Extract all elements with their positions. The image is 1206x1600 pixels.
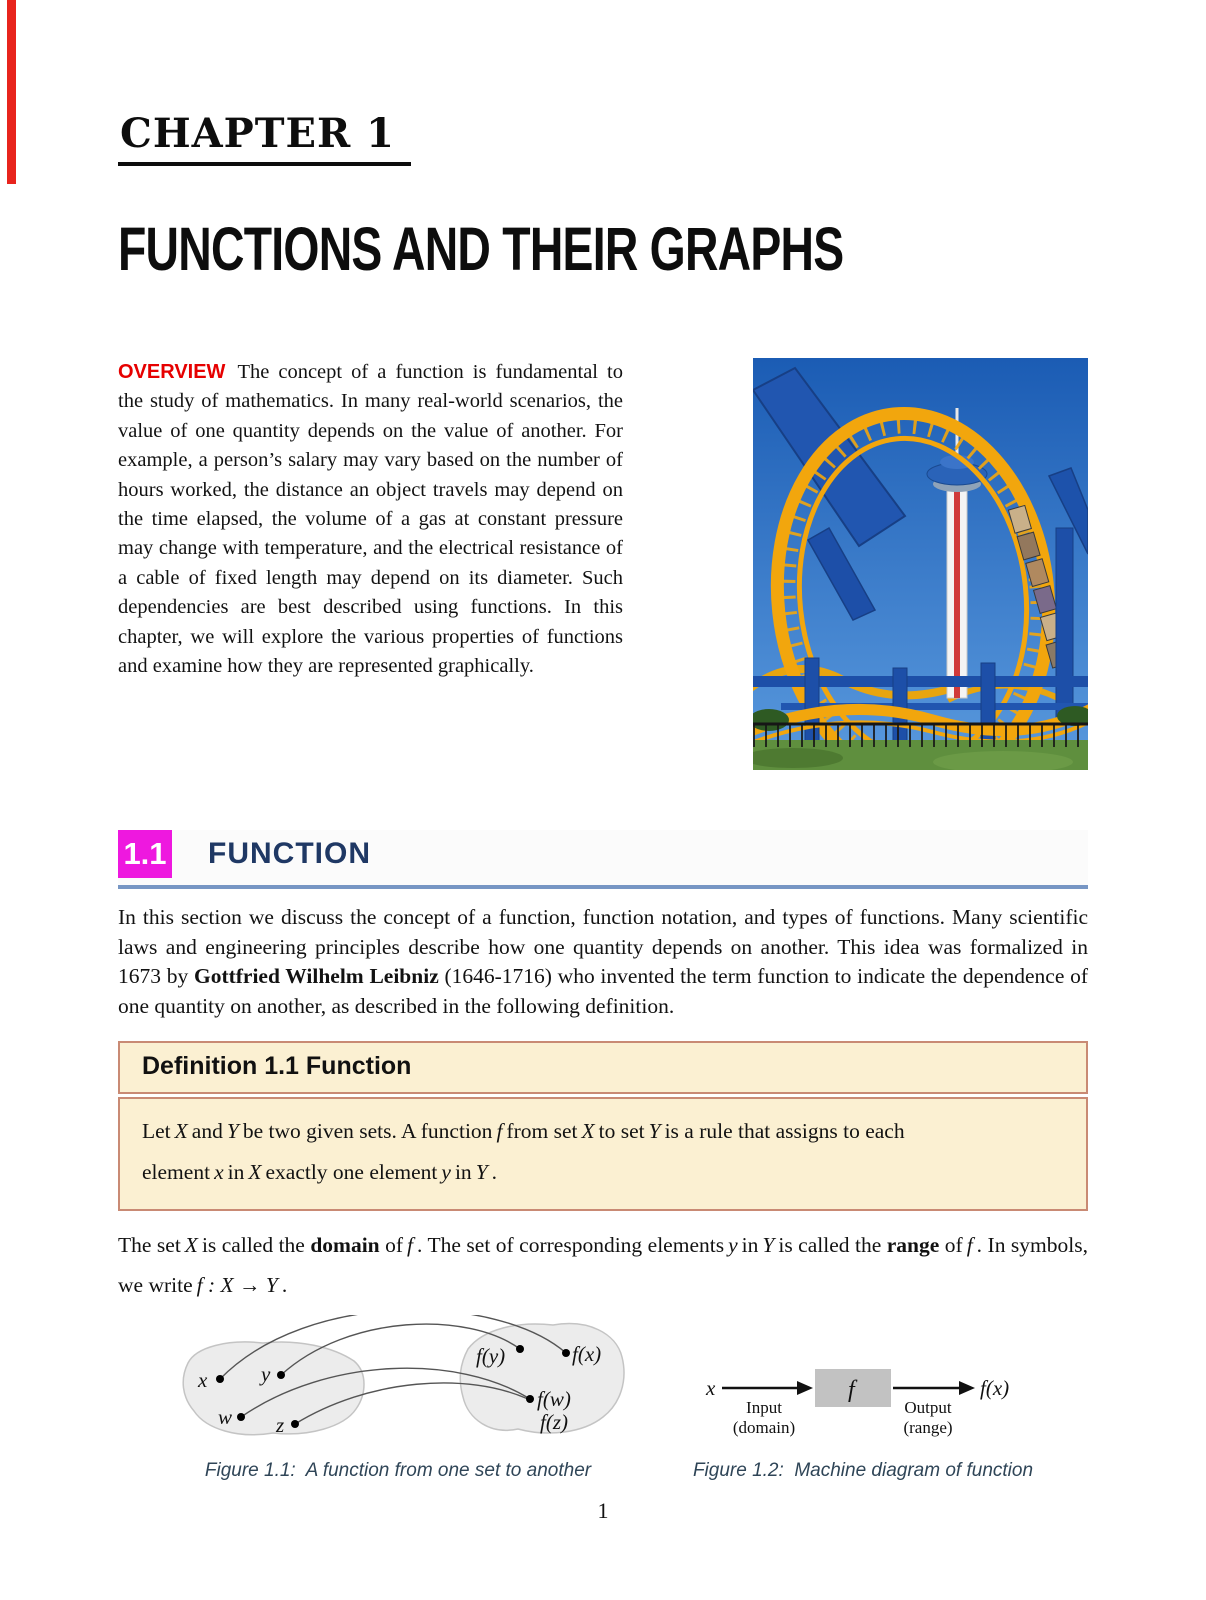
- label-z: z: [276, 1413, 285, 1438]
- label-output-fx: f(x): [980, 1376, 1010, 1401]
- definition-box: [118, 1041, 1088, 1211]
- label-fz: f(z): [540, 1410, 568, 1435]
- label-range: (range): [903, 1418, 953, 1438]
- label-fy: f(y): [476, 1344, 506, 1369]
- overview-label: OVERVIEW: [118, 361, 226, 383]
- label-x: x: [198, 1368, 208, 1393]
- page-edge-red-bar: [7, 0, 16, 184]
- figure-2-block: [678, 1315, 1088, 1482]
- section-intro-paragraph: In this section we discuss the concept of a function, function notation, and types of functions. Many scientific laws and engineering principles describe how one quantity depends on another. This idea was formalized in 1673 by Gottfried Wilhelm Leibniz (1646-1716) who invented the term function to indicate the dependence of one quantity on another, as described in the following definition.: [118, 905, 1089, 1018]
- roller-coaster-photo: [753, 358, 1088, 770]
- label-output: Output: [904, 1398, 952, 1418]
- domain-blob: [183, 1342, 364, 1438]
- domain-range-paragraph: The set X is called the domain of f . The set of corresponding elements y in Y is called the range of f . In symbols, we write f : X → Y .: [118, 1233, 1088, 1298]
- label-w: w: [218, 1405, 233, 1430]
- figure-1-block: [118, 1315, 678, 1482]
- section-header: [118, 830, 1088, 889]
- chapter-heading: CHAPTER 1: [118, 110, 411, 166]
- overview-body-text: The concept of a function is fundamental to the study of mathematics. In many real-world scenarios, the value of one quantity depends on the value of another. For example, a person’s salary may vary based on the number of hours worked, the distance an object travels may depend on the time elapsed, the volume of a gas at constant pressure may change with temperature, and the electrical resistance of a cable of fixed length may depend on its diameter. Such dependencies are best described using functions. In this chapter, we will explore the various properties of functions and examine how they are represented graphically.: [118, 361, 623, 678]
- figure-1-caption: Figure 1.1: A function from one set to another: [204, 1460, 592, 1482]
- page-content: [118, 0, 1089, 1523]
- section-number-badge: 1.1: [118, 830, 172, 878]
- definition-title: Definition 1.1 Function: [118, 1041, 1088, 1094]
- label-fx: f(x): [572, 1342, 602, 1367]
- overview-section: [118, 358, 1088, 770]
- label-y: y: [261, 1362, 271, 1387]
- figure-1-set-diagram: [168, 1315, 628, 1447]
- label-fw: f(w): [537, 1387, 571, 1412]
- overview-paragraph: [118, 358, 623, 770]
- page-number: 1: [597, 1498, 609, 1523]
- section-title: FUNCTION: [208, 837, 371, 870]
- figure-2-machine-diagram: [698, 1355, 1068, 1447]
- figure-2-caption: Figure 1.2: Machine diagram of function: [692, 1460, 1034, 1482]
- figures-row: [118, 1315, 1088, 1482]
- label-f: f: [848, 1377, 855, 1404]
- label-input-x: x: [706, 1376, 716, 1401]
- definition-body: Let X and Y be two given sets. A function f from set X to set Y is a rule that assigns to each element x in X exactly one element y in Y .: [118, 1097, 1088, 1211]
- label-input: Input: [746, 1398, 782, 1418]
- chapter-title: FUNCTIONS AND THEIR GRAPHS: [118, 215, 844, 283]
- label-domain: (domain): [732, 1418, 796, 1438]
